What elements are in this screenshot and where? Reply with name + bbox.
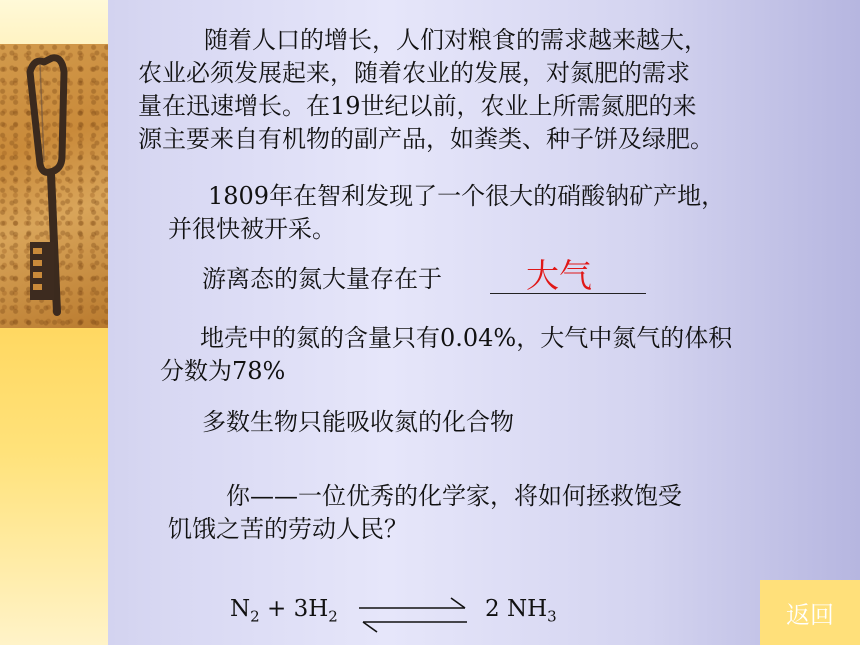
text-line: 农业必须发展起来，随着农业的发展，对氮肥的需求 [138,59,690,87]
text-line: 1809年在智利发现了一个很大的硝酸钠矿产地， [208,182,726,210]
iron-key-image [0,44,108,328]
text-line: 量在迅速增长。在19世纪以前，农业上所需氮肥的来 [138,92,697,120]
products: 2 $NH_3$ [485,596,557,626]
back-button[interactable]: 返回 [760,580,860,645]
question-paragraph [168,480,682,546]
text-line: 饥饿之苦的劳动人民？ [168,515,408,543]
key-photo [0,44,108,328]
intro-paragraph [138,24,714,156]
text-line: 地壳中的氮的含量只有0.04%，大气中氮气的体积 [200,324,733,352]
fill-blank-answer: 大气 [526,256,592,295]
fill-blank-question: 游离态的氮大量存在于 [202,265,442,293]
text-line: 分数为78% [160,357,286,385]
text-line: 源主要来自有机物的副产品，如粪类、种子饼及绿肥。 [138,125,714,153]
reversible-arrow-icon [355,596,470,636]
reactants: $N_2 + 3H_2$ [230,596,338,626]
organism-paragraph: 多数生物只能吸收氮的化合物 [202,408,514,436]
text-line: 并很快被开采。 [168,215,336,243]
text-line: 你——一位优秀的化学家，将如何拯救饱受 [226,482,682,510]
chile-paragraph [168,180,725,246]
nitrogen-content-paragraph [160,322,732,388]
text-line: 随着人口的增长，人们对粮食的需求越来越大， [204,26,708,54]
